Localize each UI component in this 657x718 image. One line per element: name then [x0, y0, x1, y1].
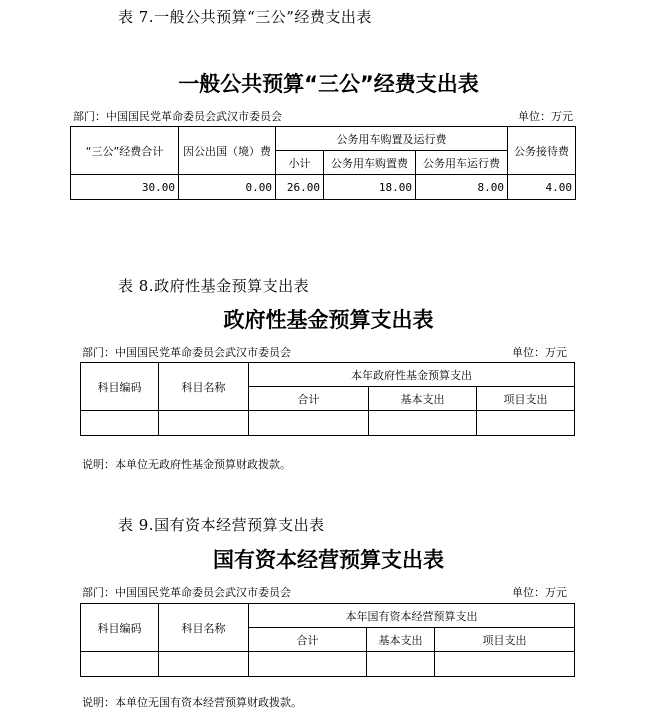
table9-section-label: 表 9.国有资本经营预算支出表	[118, 516, 325, 534]
header-car-operation: 公务用车运行费	[416, 151, 508, 175]
empty-cell	[367, 652, 435, 677]
table8-unit: 单位：万元	[512, 346, 567, 359]
table7	[70, 126, 576, 200]
table8-title: 政府性基金预算支出表	[223, 308, 434, 332]
header-sum: 合计	[249, 628, 367, 652]
empty-cell	[81, 411, 159, 436]
table9-note: 说明：本单位无国有资本经营预算财政拨款。	[82, 696, 302, 709]
header-car-group: 公务用车购置及运行费	[276, 127, 508, 151]
table9-unit: 单位：万元	[512, 586, 567, 599]
header-abroad: 因公出国（境）费	[179, 127, 276, 175]
header-name: 科目名称	[159, 363, 249, 411]
value-car-purchase: 18.00	[324, 175, 416, 200]
header-basic: 基本支出	[369, 387, 477, 411]
table9-title: 国有资本经营预算支出表	[213, 548, 444, 572]
header-code: 科目编码	[81, 363, 159, 411]
header-group: 本年国有资本经营预算支出	[249, 604, 575, 628]
empty-cell	[369, 411, 477, 436]
table8	[80, 362, 575, 436]
header-car-purchase: 公务用车购置费	[324, 151, 416, 175]
header-project: 项目支出	[477, 387, 575, 411]
table9	[80, 603, 575, 677]
value-total: 30.00	[71, 175, 179, 200]
table7-dept: 部门：中国国民党革命委员会武汉市委员会	[73, 110, 282, 123]
header-group: 本年政府性基金预算支出	[249, 363, 575, 387]
header-name: 科目名称	[159, 604, 249, 652]
value-subtotal: 26.00	[276, 175, 324, 200]
table9-dept: 部门：中国国民党革命委员会武汉市委员会	[82, 586, 291, 599]
header-sum: 合计	[249, 387, 369, 411]
header-subtotal: 小计	[276, 151, 324, 175]
header-reception: 公务接待费	[508, 127, 576, 175]
empty-cell	[159, 411, 249, 436]
empty-cell	[477, 411, 575, 436]
value-car-operation: 8.00	[416, 175, 508, 200]
header-project: 项目支出	[435, 628, 575, 652]
table7-unit: 单位：万元	[518, 110, 573, 123]
value-abroad: 0.00	[179, 175, 276, 200]
table7-section-label: 表 7.一般公共预算“三公”经费支出表	[118, 8, 372, 26]
header-code: 科目编码	[81, 604, 159, 652]
value-reception: 4.00	[508, 175, 576, 200]
empty-cell	[249, 411, 369, 436]
header-total: “三公”经费合计	[71, 127, 179, 175]
empty-cell	[159, 652, 249, 677]
empty-cell	[435, 652, 575, 677]
table8-dept: 部门：中国国民党革命委员会武汉市委员会	[82, 346, 291, 359]
header-basic: 基本支出	[367, 628, 435, 652]
table7-title: 一般公共预算“三公”经费支出表	[178, 72, 479, 96]
table8-section-label: 表 8.政府性基金预算支出表	[118, 277, 310, 295]
empty-cell	[81, 652, 159, 677]
empty-cell	[249, 652, 367, 677]
table8-note: 说明：本单位无政府性基金预算财政拨款。	[82, 458, 291, 471]
